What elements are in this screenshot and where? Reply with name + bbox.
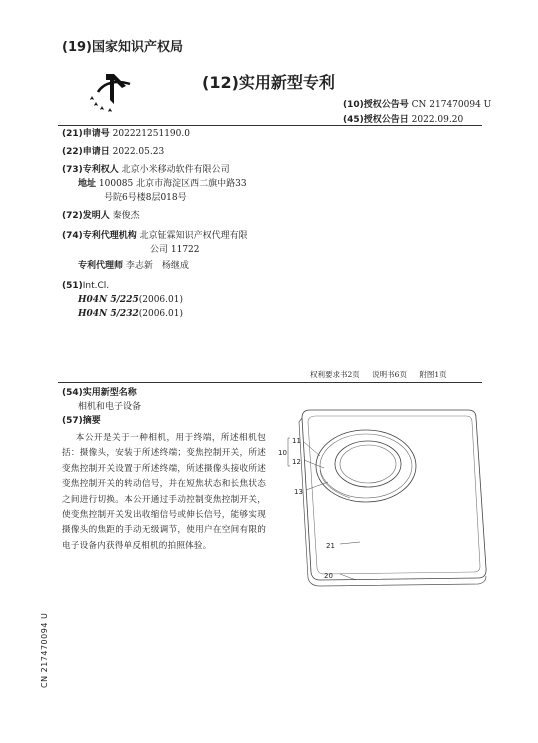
address-row [62,177,248,191]
code-72: (72) [62,211,83,221]
abstract-label: 摘要 [82,416,101,426]
claims-pages: 权利要求书2页 [310,370,360,379]
side-publication-code: CN 217470094 U [40,612,49,688]
publication-date: 2022.09.20 [411,115,464,125]
inventor-label: 发明人 [82,211,110,221]
bibliographic-data [62,127,248,321]
drawing-pages: 附图1页 [419,370,447,379]
application-date-label: 申请日 [82,147,110,157]
address-line-2: 号院6号楼8层018号 [104,193,187,203]
code-22: (22) [62,147,83,157]
zoom-ring-inner [320,434,412,498]
cnipa-logo [84,70,134,114]
description-pages: 说明书6页 [372,370,407,379]
agency-label: 专利代理机构 [82,231,137,241]
ipc-row-1 [62,293,248,307]
camera-device-drawing [280,408,490,592]
camera-lens-outer [335,441,401,487]
inventor: 秦俊杰 [112,211,140,221]
application-date-row [62,145,248,159]
code-21: (21) [62,129,83,139]
label-13: 13 [294,488,303,496]
application-number-label: 申请号 [82,129,110,139]
ipc-row-2 [62,307,248,321]
utility-model-title: 相机和电子设备 [78,402,142,412]
publication-date-row [343,112,463,125]
label-21: 21 [326,542,335,550]
agent-label: 专利代理师 [78,261,124,271]
leader-line-12 [304,460,324,468]
camera-lens-inner [340,445,396,483]
application-date: 2022.05.23 [112,147,165,157]
code-73: (73) [62,165,83,175]
device-outline [302,410,486,580]
document-type: (12)实用新型专利 [202,73,335,92]
page-counts [310,369,457,380]
code-74: (74) [62,231,83,241]
code-57: (57) [62,416,83,426]
inventor-row [62,209,248,223]
publication-number-label: (10)授权公告号 [343,100,409,110]
owner-label: 专利权人 [82,165,119,175]
title-label-row [62,386,141,400]
address-line-1: 100085 北京市海淀区西二旗中路33 [98,179,247,189]
abstract-text: 本公开是关于一种相机，用于终端，所述相机包括：摄像头，安装于所述终端；变焦控制开关，所述变焦控制开关设置于所述终端，所述摄像头接收所述变焦控制开关的转动信号，并在短焦状态和长焦状态之间进行切换。本公开通过手动控制变焦控制开关，使变焦控制开关发出收缩信号或伸长信号，能够实现摄像头的焦距的手动无级调节，使用户在空间有限的电子设备内获得单反相机的拍照体验。 [62,433,266,551]
ipc-code-2: H04N 5/232 [78,309,139,319]
owner: 北京小米移动软件有限公司 [121,165,230,175]
publication-number-row [343,97,491,110]
header-divider [58,125,482,126]
code-54: (54) [62,388,83,398]
device-back-surface [308,416,480,574]
agency-row [62,229,248,243]
abstract-divider [58,382,482,383]
label-12: 12 [292,458,301,466]
leader-line-20 [340,574,356,580]
leader-line-11 [304,442,320,456]
publication-date-label: (45)授权公告日 [343,115,409,125]
ipc-year-2: (2006.01) [138,309,183,319]
bracket-10 [288,438,290,466]
title-block [62,386,141,428]
label-10: 10 [278,449,287,457]
label-20: 20 [324,572,333,580]
title-label: 实用新型名称 [82,388,137,398]
label-11: 11 [292,437,301,445]
abstract-label-row [62,414,141,428]
office-name: (19)国家知识产权局 [62,40,183,55]
ipc-code-1: H04N 5/225 [78,295,139,305]
code-51: (51) [62,281,83,291]
agency-line-2: 公司 11722 [150,245,200,255]
publication-number: CN 217470094 U [411,100,492,110]
owner-row [62,163,248,177]
intcl-label: Int.Cl. [82,281,110,291]
application-number-row [62,127,248,141]
address-label: 地址 [78,179,97,189]
agents: 李志新 杨继成 [125,261,189,271]
zoom-ring-shadow [320,470,350,498]
application-number: 202221251190.0 [112,129,190,139]
agent-row [62,259,248,273]
leader-line-21 [340,542,360,544]
ipc-year-1: (2006.01) [138,295,183,305]
intcl-row [62,279,248,293]
agency-line-1: 北京钲霖知识产权代理有限 [139,231,248,241]
